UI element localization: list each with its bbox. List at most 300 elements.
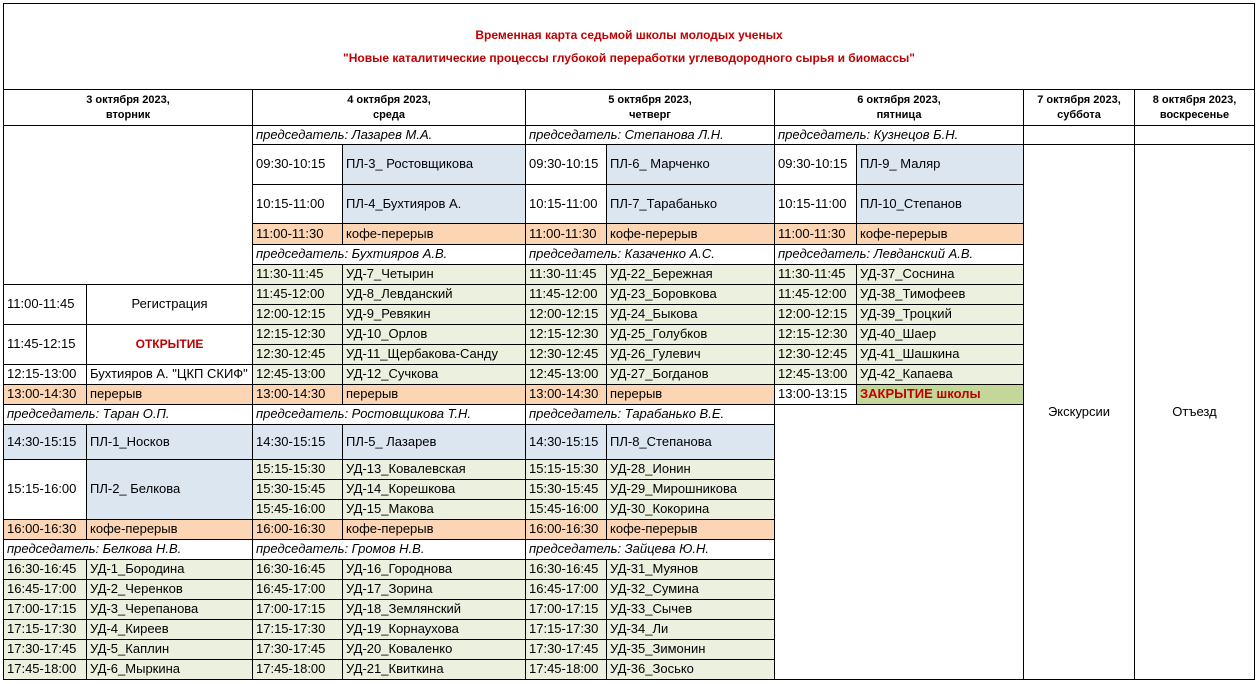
day4-ud-time[interactable] — [775, 305, 857, 325]
day4-ud-time[interactable] — [775, 325, 857, 345]
day1-lunch-time-text: 13:00-14:30 — [7, 386, 77, 402]
day1-lunch-label[interactable] — [87, 385, 253, 405]
day3-ud-label-text: УД-27_Богданов — [610, 366, 709, 382]
day3-ud-time[interactable] — [526, 305, 607, 325]
day3-pl-time[interactable] — [526, 185, 607, 224]
day3-chair-morning-text: председатель: Степанова Л.Н. — [529, 126, 724, 142]
day1-ud-time-text: 17:45-18:00 — [7, 661, 77, 677]
day1-ud-label[interactable] — [87, 600, 253, 620]
day1-chair-b-text: председатель: Белкова Н.В. — [7, 541, 182, 557]
day2-ud-label[interactable] — [343, 325, 526, 345]
day4-pl-label-text: ПЛ-10_Степанов — [860, 195, 962, 211]
day2-ud-afternoon-label[interactable] — [343, 500, 526, 520]
day1-pl2-label[interactable] — [87, 460, 253, 520]
day2-chair-evening[interactable] — [253, 540, 526, 560]
day3-ud-time-text: 11:45-12:00 — [529, 286, 598, 302]
day3-ud-label[interactable] — [607, 365, 775, 385]
day1-empty-morning[interactable] — [4, 126, 253, 285]
day2-ud-evening-time-text: 17:00-17:15 — [256, 601, 326, 617]
day1-ud-time[interactable] — [4, 600, 87, 620]
day3-ud-evening-time-text: 17:15-17:30 — [529, 621, 599, 637]
day5-blank[interactable] — [1024, 126, 1135, 145]
day4-coffee1-time-text: 11:00-11:30 — [778, 225, 846, 241]
day4-ud-time-text: 12:00-12:15 — [778, 306, 848, 322]
day3-pl-afternoon-label-text: ПЛ-8_Степанова — [610, 433, 712, 449]
day1-chair-a-text: председатель: Таран О.П. — [7, 406, 170, 422]
day2-pl-afternoon-label-text: ПЛ-5_ Лазарев — [346, 433, 437, 449]
day3-ud-afternoon-label-text: УД-28_Ионин — [610, 461, 691, 477]
day1-coffee-label-text: кофе-перерыв — [90, 521, 178, 537]
day4-ud-label-text: УД-38_Тимофеев — [860, 286, 966, 302]
day3-ud-afternoon-time[interactable] — [526, 480, 607, 500]
day2-ud-evening-time[interactable] — [253, 620, 343, 640]
day3-ud-label[interactable] — [607, 285, 775, 305]
day2-chair-morning-text: председатель: Лазарев М.А. — [256, 126, 433, 142]
day2-ud-afternoon-time-text: 15:30-15:45 — [256, 481, 326, 497]
day3-ud-afternoon-label-text: УД-29_Мирошникова — [610, 481, 737, 497]
day4-pl-label-text: ПЛ-9_ Маляр — [860, 156, 941, 172]
day4-empty-afternoon[interactable] — [775, 405, 1024, 680]
day2-ud-evening-label[interactable] — [343, 620, 526, 640]
day3-ud-afternoon-label[interactable] — [607, 500, 775, 520]
day2-coffee1-label[interactable] — [343, 224, 526, 245]
day3-ud-afternoon-label[interactable] — [607, 460, 775, 480]
day3-pl-time[interactable] — [526, 145, 607, 185]
day3-ud-time[interactable] — [526, 325, 607, 345]
day1-pl2-label-text: ПЛ-2_ Белкова — [90, 481, 181, 497]
day2-ud-time-text: 12:30-12:45 — [256, 346, 326, 362]
day1-skif-time-text: 12:15-13:00 — [7, 366, 77, 382]
day3-ud-time-text: 12:45-13:00 — [529, 366, 599, 382]
day3-chair-afternoon-text: председатель: Тарабанько В.Е. — [529, 406, 725, 422]
day4-chair-morning-text: председатель: Кузнецов Б.Н. — [778, 126, 959, 142]
day3-ud-evening-label-text: УД-35_Зимонин — [610, 641, 706, 657]
day-header-4-text: 6 октября 2023, — [857, 93, 941, 106]
day2-ud-time-text: 11:45-12:00 — [256, 286, 325, 302]
day2-ud-evening-label-text: УД-18_Землянский — [346, 601, 462, 617]
day1-ud-label[interactable] — [87, 660, 253, 680]
day3-lunch-label[interactable] — [607, 385, 775, 405]
day-header-1-text: 3 октября 2023, — [86, 93, 170, 106]
day3-ud-label-text: УД-22_Бережная — [610, 266, 713, 282]
day4-ud-time[interactable] — [775, 265, 857, 285]
day4-chair-mid[interactable] — [775, 245, 1024, 265]
day1-ud-label[interactable] — [87, 620, 253, 640]
day1-skif-label-text: Бухтияров А. "ЦКП СКИФ" — [90, 366, 248, 382]
day1-ud-label[interactable] — [87, 580, 253, 600]
day1-open-time-text: 11:45-12:15 — [7, 336, 76, 352]
sheet-title-text-2: "Новые каталитические процессы глубокой переработки углеводородного сырья и биомассы" — [343, 50, 915, 65]
day2-coffee1-label-text: кофе-перерыв — [346, 225, 434, 241]
day1-pl1-time-text: 14:30-15:15 — [7, 433, 77, 449]
day2-ud-afternoon-time[interactable] — [253, 480, 343, 500]
day2-pl-afternoon-time-text: 14:30-15:15 — [256, 433, 326, 449]
day2-ud-evening-label[interactable] — [343, 640, 526, 660]
day3-ud-evening-label-text: УД-32_Сумина — [610, 581, 699, 597]
day4-pl-time[interactable] — [775, 145, 857, 185]
day4-ud-label-text: УД-40_Шаер — [860, 326, 937, 342]
day4-ud-label-text: УД-42_Капаева — [860, 366, 953, 382]
day4-ud-label-text: УД-41_Шашкина — [860, 346, 960, 362]
day2-ud-label-text: УД-12_Сучкова — [346, 366, 439, 382]
day1-chair-b[interactable] — [4, 540, 253, 560]
day1-ud-label-text: УД-1_Бородина — [90, 561, 185, 577]
day1-pl1-time[interactable] — [4, 425, 87, 460]
day2-lunch-label[interactable] — [343, 385, 526, 405]
day3-ud-evening-time-text: 17:45-18:00 — [529, 661, 599, 677]
day3-ud-evening-label[interactable] — [607, 580, 775, 600]
day2-ud-afternoon-label-text: УД-13_Ковалевская — [346, 461, 466, 477]
day3-ud-label-text: УД-24_Быкова — [610, 306, 698, 322]
day4-ud-time-text: 12:30-12:45 — [778, 346, 848, 362]
day3-ud-afternoon-time[interactable] — [526, 500, 607, 520]
sheet-title[interactable] — [4, 4, 1255, 90]
day2-coffee2-label-text: кофе-перерыв — [346, 521, 434, 537]
day1-open-label-text: ОТКРЫТИЕ — [135, 336, 204, 351]
day1-ud-time-text: 16:45-17:00 — [7, 581, 77, 597]
day1-skif-label[interactable] — [87, 365, 253, 385]
day3-pl-label-text: ПЛ-7_Тарабанько — [610, 195, 718, 211]
day2-ud-evening-label[interactable] — [343, 600, 526, 620]
day3-ud-evening-time-text: 16:45-17:00 — [529, 581, 599, 597]
day1-reg-time-text: 11:00-11:45 — [7, 296, 75, 312]
day2-pl-label-text: ПЛ-3_ Ростовщикова — [346, 156, 474, 172]
day2-ud-time[interactable] — [253, 285, 343, 305]
day-header-5-text-2: суббота — [1057, 108, 1101, 121]
day2-ud-time-text: 12:15-12:30 — [256, 326, 326, 342]
day-header-1[interactable] — [4, 90, 253, 126]
day2-ud-time[interactable] — [253, 345, 343, 365]
day2-ud-label-text: УД-10_Орлов — [346, 326, 428, 342]
day4-pl-time-text: 09:30-10:15 — [778, 156, 848, 172]
day2-pl-label[interactable] — [343, 145, 526, 185]
day2-chair-morning[interactable] — [253, 126, 526, 145]
day2-coffee2-label[interactable] — [343, 520, 526, 540]
day2-lunch-time[interactable] — [253, 385, 343, 405]
day3-coffee1-time[interactable] — [526, 224, 607, 245]
day2-ud-evening-time[interactable] — [253, 600, 343, 620]
day2-ud-afternoon-label-text: УД-15_Макова — [346, 501, 434, 517]
day4-ud-time-text: 12:45-13:00 — [778, 366, 848, 382]
day2-ud-evening-time-text: 17:15-17:30 — [256, 621, 326, 637]
day3-ud-evening-label-text: УД-36_Зосько — [610, 661, 694, 677]
day4-ud-label[interactable] — [857, 305, 1024, 325]
day2-ud-label[interactable] — [343, 365, 526, 385]
day2-pl-label-text: ПЛ-4_Бухтияров А. — [346, 195, 462, 211]
day3-ud-evening-time[interactable] — [526, 620, 607, 640]
day1-open-time[interactable] — [4, 325, 87, 365]
day2-ud-evening-time[interactable] — [253, 580, 343, 600]
day6-blank[interactable] — [1135, 126, 1255, 145]
day2-ud-time[interactable] — [253, 365, 343, 385]
day2-ud-label[interactable] — [343, 265, 526, 285]
day-header-4[interactable] — [775, 90, 1024, 126]
day2-pl-time-text: 10:15-11:00 — [256, 195, 325, 211]
day2-ud-label-text: УД-9_Ревякин — [346, 306, 431, 322]
day1-lunch-time[interactable] — [4, 385, 87, 405]
day1-ud-time-text: 17:15-17:30 — [7, 621, 77, 637]
day3-ud-time-text: 12:30-12:45 — [529, 346, 599, 362]
day1-open-label[interactable] — [87, 325, 253, 365]
day4-ud-label[interactable] — [857, 365, 1024, 385]
day-header-2-text-2: среда — [372, 108, 406, 121]
day-header-3-text-2: четверг — [629, 108, 671, 121]
day-header-5[interactable] — [1024, 90, 1135, 126]
day3-coffee1-time-text: 11:00-11:30 — [529, 225, 597, 241]
day4-closing-label-text: ЗАКРЫТИЕ школы — [860, 386, 981, 402]
day2-ud-afternoon-time-text: 15:15-15:30 — [256, 461, 326, 477]
day3-ud-evening-label-text: УД-31_Муянов — [610, 561, 699, 577]
day4-ud-label[interactable] — [857, 285, 1024, 305]
day1-coffee-label[interactable] — [87, 520, 253, 540]
day1-ud-time[interactable] — [4, 660, 87, 680]
day3-ud-evening-time-text: 16:30-16:45 — [529, 561, 599, 577]
day2-ud-afternoon-label[interactable] — [343, 480, 526, 500]
day2-ud-label[interactable] — [343, 305, 526, 325]
day2-ud-label-text: УД-7_Четырин — [346, 266, 434, 282]
day1-ud-time-text: 17:30-17:45 — [7, 641, 77, 657]
day2-ud-label[interactable] — [343, 345, 526, 365]
day3-chair-evening-text: председатель: Зайцева Ю.Н. — [529, 541, 710, 557]
day3-ud-label[interactable] — [607, 325, 775, 345]
day3-ud-afternoon-label-text: УД-30_Кокорина — [610, 501, 710, 517]
day2-coffee2-time[interactable] — [253, 520, 343, 540]
day3-ud-time[interactable] — [526, 365, 607, 385]
day2-ud-evening-time[interactable] — [253, 660, 343, 680]
day-header-5-text: 7 октября 2023, — [1037, 93, 1121, 106]
day4-ud-time-text: 11:45-12:00 — [778, 286, 847, 302]
day1-ud-label-text: УД-4_Киреев — [90, 621, 169, 637]
day1-chair-a[interactable] — [4, 405, 253, 425]
day3-ud-time[interactable] — [526, 285, 607, 305]
day1-pl2-time[interactable] — [4, 460, 87, 520]
day4-coffee1-label[interactable] — [857, 224, 1024, 245]
day3-coffee1-label-text: кофе-перерыв — [610, 225, 698, 241]
day2-chair-mid[interactable] — [253, 245, 526, 265]
day1-ud-label[interactable] — [87, 560, 253, 580]
day2-pl-afternoon-label[interactable] — [343, 425, 526, 460]
day1-ud-time[interactable] — [4, 560, 87, 580]
day3-ud-label-text: УД-26_Гулевич — [610, 346, 701, 362]
day3-ud-evening-label[interactable] — [607, 660, 775, 680]
day2-ud-evening-label[interactable] — [343, 660, 526, 680]
day-header-2-text: 4 октября 2023, — [347, 93, 431, 106]
day3-chair-mid[interactable] — [526, 245, 775, 265]
day1-pl1-label-text: ПЛ-1_Носков — [90, 433, 170, 449]
day2-ud-afternoon-time-text: 15:45-16:00 — [256, 501, 326, 517]
day4-coffee1-time[interactable] — [775, 224, 857, 245]
day1-reg-label[interactable] — [87, 285, 253, 325]
day3-ud-evening-label-text: УД-34_Ли — [610, 621, 669, 637]
day3-chair-morning[interactable] — [526, 126, 775, 145]
day3-coffee1-label[interactable] — [607, 224, 775, 245]
day2-ud-evening-time-text: 16:45-17:00 — [256, 581, 326, 597]
day3-ud-evening-time-text: 17:30-17:45 — [529, 641, 599, 657]
day3-ud-time[interactable] — [526, 345, 607, 365]
day-header-6-text-2: воскресенье — [1159, 108, 1230, 121]
day3-pl-afternoon-time[interactable] — [526, 425, 607, 460]
day2-ud-evening-time-text: 17:30-17:45 — [256, 641, 326, 657]
day2-ud-time[interactable] — [253, 325, 343, 345]
day2-ud-label[interactable] — [343, 285, 526, 305]
day2-pl-label[interactable] — [343, 185, 526, 224]
day4-ud-label[interactable] — [857, 345, 1024, 365]
day4-closing-label[interactable] — [857, 385, 1024, 405]
day3-pl-label[interactable] — [607, 145, 775, 185]
day2-ud-time[interactable] — [253, 265, 343, 285]
day3-ud-evening-label[interactable] — [607, 620, 775, 640]
sheet-title-text: Временная карта седьмой школы молодых ученых — [475, 27, 783, 42]
day2-ud-evening-time-text: 17:45-18:00 — [256, 661, 326, 677]
day4-chair-morning[interactable] — [775, 126, 1024, 145]
day3-chair-mid-text: председатель: Казаченко А.С. — [529, 246, 715, 262]
day3-pl-label-text: ПЛ-6_ Марченко — [610, 156, 710, 172]
day3-ud-time-text: 11:30-11:45 — [529, 266, 597, 282]
day1-coffee-time[interactable] — [4, 520, 87, 540]
day3-ud-time-text: 12:00-12:15 — [529, 306, 599, 322]
day-header-2[interactable] — [253, 90, 526, 126]
day-header-3[interactable] — [526, 90, 775, 126]
day3-ud-label[interactable] — [607, 345, 775, 365]
day3-lunch-label-text: перерыв — [610, 386, 663, 402]
day2-pl-time[interactable] — [253, 185, 343, 224]
day3-ud-label-text: УД-25_Голубков — [610, 326, 708, 342]
day1-ud-time[interactable] — [4, 620, 87, 640]
day1-skif-time[interactable] — [4, 365, 87, 385]
day4-ud-time-text: 12:15-12:30 — [778, 326, 848, 342]
day3-ud-afternoon-time-text: 15:15-15:30 — [529, 461, 599, 477]
day2-ud-afternoon-label-text: УД-14_Корешкова — [346, 481, 456, 497]
day2-ud-afternoon-label[interactable] — [343, 460, 526, 480]
day3-ud-afternoon-time[interactable] — [526, 460, 607, 480]
day4-ud-label[interactable] — [857, 265, 1024, 285]
day3-ud-evening-time[interactable] — [526, 660, 607, 680]
day1-lunch-label-text: перерыв — [90, 386, 143, 402]
day4-ud-label-text: УД-37_Соснина — [860, 266, 955, 282]
day6-departure-text: Отъезд — [1172, 403, 1217, 419]
day1-ud-label-text: УД-3_Черепанова — [90, 601, 199, 617]
day3-ud-afternoon-time-text: 15:30-15:45 — [529, 481, 599, 497]
day2-ud-time-text: 11:30-11:45 — [256, 266, 324, 282]
day3-pl-afternoon-time-text: 14:30-15:15 — [529, 433, 599, 449]
day-header-3-text: 5 октября 2023, — [608, 93, 692, 106]
day2-pl-time[interactable] — [253, 145, 343, 185]
day-header-6[interactable] — [1135, 90, 1255, 126]
day1-ud-time-text: 17:00-17:15 — [7, 601, 77, 617]
day1-ud-label-text: УД-2_Черенков — [90, 581, 183, 597]
day4-ud-time-text: 11:30-11:45 — [778, 266, 846, 282]
day4-pl-label[interactable] — [857, 185, 1024, 224]
day1-ud-label[interactable] — [87, 640, 253, 660]
day5-excursions-text: Экскурсии — [1047, 403, 1111, 419]
day4-coffee1-label-text: кофе-перерыв — [860, 225, 948, 241]
day2-chair-mid-text: председатель: Бухтияров А.В. — [256, 246, 448, 262]
day2-ud-evening-time[interactable] — [253, 640, 343, 660]
day2-ud-time[interactable] — [253, 305, 343, 325]
day2-ud-evening-label-text: УД-17_Зорина — [346, 581, 433, 597]
day3-pl-afternoon-label[interactable] — [607, 425, 775, 460]
day4-closing-time[interactable] — [775, 385, 857, 405]
day1-ud-label-text: УД-6_Мыркина — [90, 661, 181, 677]
day3-coffee2-time[interactable] — [526, 520, 607, 540]
day4-ud-label[interactable] — [857, 325, 1024, 345]
day3-ud-time[interactable] — [526, 265, 607, 285]
day1-ud-time[interactable] — [4, 580, 87, 600]
day2-ud-evening-label-text: УД-20_Коваленко — [346, 641, 453, 657]
day2-ud-afternoon-time[interactable] — [253, 460, 343, 480]
day3-pl-time-text: 09:30-10:15 — [529, 156, 599, 172]
day3-ud-label-text: УД-23_Боровкова — [610, 286, 717, 302]
day1-pl1-label[interactable] — [87, 425, 253, 460]
day3-ud-evening-time-text: 17:00-17:15 — [529, 601, 599, 617]
day1-ud-time[interactable] — [4, 640, 87, 660]
day3-ud-afternoon-time-text: 15:45-16:00 — [529, 501, 599, 517]
day3-pl-label[interactable] — [607, 185, 775, 224]
day2-coffee1-time[interactable] — [253, 224, 343, 245]
day3-ud-evening-label[interactable] — [607, 640, 775, 660]
day1-coffee-time-text: 16:00-16:30 — [7, 521, 77, 537]
day3-coffee2-label[interactable] — [607, 520, 775, 540]
day1-reg-time[interactable] — [4, 285, 87, 325]
day3-ud-evening-label[interactable] — [607, 600, 775, 620]
day2-ud-time-text: 12:00-12:15 — [256, 306, 326, 322]
day2-ud-evening-time[interactable] — [253, 560, 343, 580]
day2-lunch-label-text: перерыв — [346, 386, 399, 402]
day2-ud-evening-time-text: 16:30-16:45 — [256, 561, 326, 577]
day4-ud-time[interactable] — [775, 345, 857, 365]
day3-lunch-time[interactable] — [526, 385, 607, 405]
day2-pl-afternoon-time[interactable] — [253, 425, 343, 460]
day2-coffee2-time-text: 16:00-16:30 — [256, 521, 326, 537]
day3-ud-evening-time[interactable] — [526, 640, 607, 660]
day2-ud-afternoon-time[interactable] — [253, 500, 343, 520]
day3-ud-label[interactable] — [607, 305, 775, 325]
day2-lunch-time-text: 13:00-14:30 — [256, 386, 326, 402]
day3-coffee2-label-text: кофе-перерыв — [610, 521, 698, 537]
day2-ud-evening-label-text: УД-21_Квиткина — [346, 661, 444, 677]
day2-chair-afternoon-text: председатель: Ростовщикова Т.Н. — [256, 406, 472, 422]
day4-ud-label-text: УД-39_Троцкий — [860, 306, 952, 322]
day3-chair-afternoon[interactable] — [526, 405, 775, 425]
day3-chair-evening[interactable] — [526, 540, 775, 560]
day2-chair-afternoon[interactable] — [253, 405, 526, 425]
day1-ud-time-text: 16:30-16:45 — [7, 561, 77, 577]
day2-ud-evening-label-text: УД-19_Корнаухова — [346, 621, 459, 637]
day6-departure[interactable] — [1135, 145, 1255, 680]
day4-ud-time[interactable] — [775, 365, 857, 385]
day4-pl-label[interactable] — [857, 145, 1024, 185]
day4-ud-time[interactable] — [775, 285, 857, 305]
day3-ud-evening-label[interactable] — [607, 560, 775, 580]
day4-pl-time[interactable] — [775, 185, 857, 224]
day3-coffee2-time-text: 16:00-16:30 — [529, 521, 599, 537]
day1-reg-label-text: Регистрация — [131, 296, 208, 312]
day2-ud-evening-label[interactable] — [343, 560, 526, 580]
day4-chair-mid-text: председатель: Левданский А.В. — [778, 246, 974, 262]
day5-excursions[interactable] — [1024, 145, 1135, 680]
day3-ud-evening-time[interactable] — [526, 580, 607, 600]
day2-coffee1-time-text: 11:00-11:30 — [256, 225, 324, 241]
day3-ud-evening-time[interactable] — [526, 560, 607, 580]
day3-ud-evening-label-text: УД-33_Сычев — [610, 601, 693, 617]
day2-ud-evening-label[interactable] — [343, 580, 526, 600]
day2-pl-time-text: 09:30-10:15 — [256, 156, 326, 172]
day3-ud-label[interactable] — [607, 265, 775, 285]
day3-ud-evening-time[interactable] — [526, 600, 607, 620]
day4-pl-time-text: 10:15-11:00 — [778, 195, 847, 211]
day1-ud-label-text: УД-5_Каплин — [90, 641, 170, 657]
day3-ud-afternoon-label[interactable] — [607, 480, 775, 500]
